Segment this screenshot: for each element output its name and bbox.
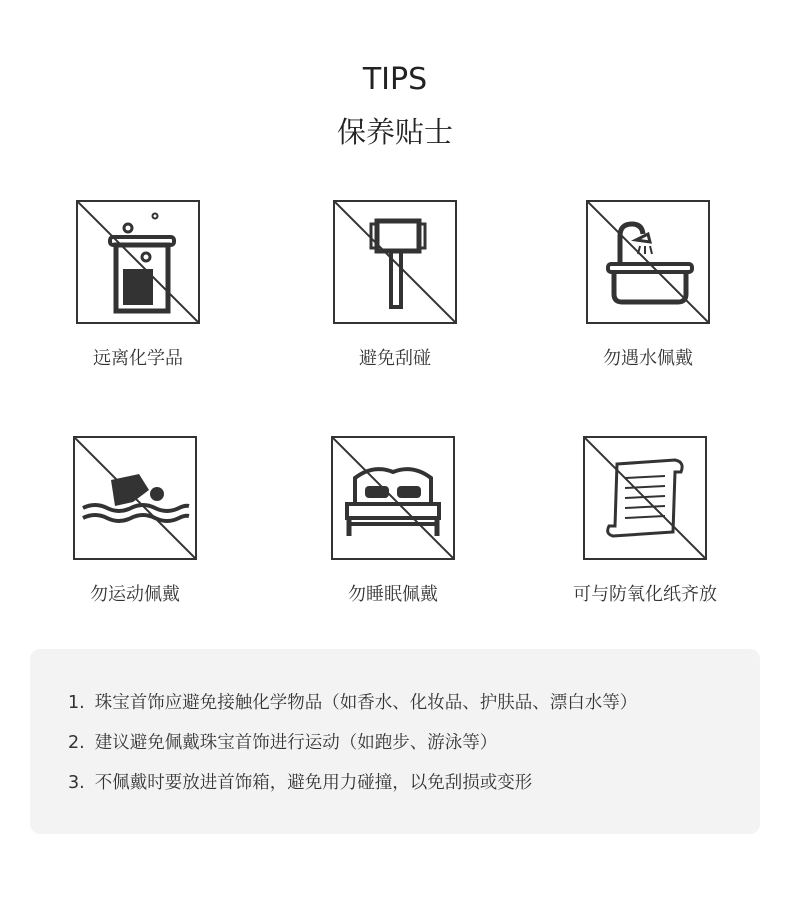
paper-scroll-icon [585, 438, 705, 558]
swimming-icon [75, 438, 195, 558]
tip-label: 可与防氧化纸齐放 [573, 584, 717, 605]
note-number: 2. [68, 733, 85, 753]
tip-icon-box [586, 200, 710, 324]
tip-avoid-scratch [305, 200, 485, 370]
note-text: 建议避免佩戴珠宝首饰进行运动（如跑步、游泳等） [94, 733, 498, 753]
note-text: 珠宝首饰应避免接触化学物品（如香水、化妆品、护肤品、漂白水等） [94, 693, 638, 713]
tip-label: 避免刮碰 [359, 348, 431, 369]
tip-icon-box [331, 436, 455, 560]
note-number: 1. [68, 693, 85, 713]
tip-icon-box [73, 436, 197, 560]
bathtub-icon [588, 202, 708, 322]
tip-label: 勿睡眠佩戴 [348, 584, 438, 605]
bed-icon [333, 438, 453, 558]
tip-icon-box [583, 436, 707, 560]
tip-sports [45, 436, 225, 606]
note-item [68, 769, 532, 794]
page-title-en: TIPS [362, 62, 428, 97]
tip-antioxidant-paper [555, 436, 735, 606]
tip-chemicals [48, 200, 228, 370]
tip-icon-box [76, 200, 200, 324]
tip-label: 远离化学品 [93, 348, 183, 369]
care-notes-panel [30, 649, 760, 834]
note-item [68, 729, 497, 754]
note-number: 3. [68, 773, 85, 793]
note-item [68, 689, 637, 714]
tip-icon-box [333, 200, 457, 324]
tip-sleep [303, 436, 483, 606]
tip-label: 勿运动佩戴 [90, 584, 180, 605]
tip-water [558, 200, 738, 370]
page-title-cn: 保养贴士 [336, 115, 453, 149]
note-text: 不佩戴时要放进首饰箱，避免用力碰撞，以免刮损或变形 [94, 773, 533, 793]
tip-label: 勿遇水佩戴 [603, 348, 693, 369]
hammer-icon [335, 202, 455, 322]
chemical-beaker-icon [78, 202, 198, 322]
